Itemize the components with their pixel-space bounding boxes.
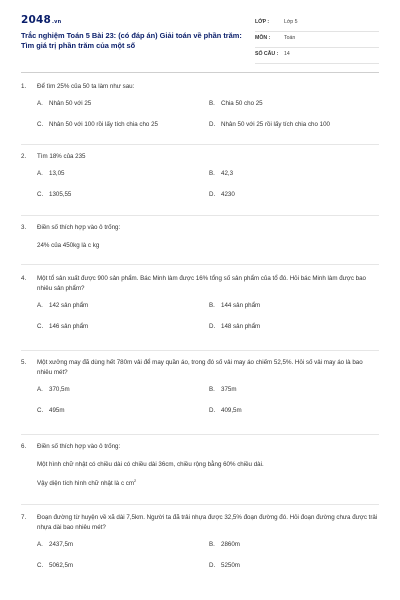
site-logo[interactable] [21, 14, 61, 26]
option-text: 142 sản phẩm [49, 302, 89, 309]
option-row [21, 170, 379, 182]
question-separator [21, 504, 379, 505]
option-d[interactable] [209, 191, 235, 198]
option-text: 148 sản phẩm [221, 323, 261, 330]
option-letter: C. [37, 191, 44, 198]
option-a[interactable] [37, 302, 88, 309]
meta-row-count [255, 48, 379, 64]
question-text: Điền số thích hợp vào ô trống: [37, 443, 121, 450]
option-text: Nhân 50 với 25 [49, 100, 92, 107]
meta-row-class [255, 16, 379, 32]
option-text: 146 sản phẩm [49, 323, 89, 330]
question-text: Một xưởng may đã dùng hết 780m vải để may quần áo, trong đó số vải may áo chiếm 52,5%. Hỏi số vải may áo là bao nhiêu mét? [37, 359, 363, 376]
option-letter: C. [37, 121, 44, 128]
unit-text: cm [125, 480, 135, 488]
option-row [21, 121, 379, 133]
fill-in-line[interactable]: 24% của 450kg là c kg [37, 242, 100, 249]
option-text: 495m [49, 407, 65, 414]
option-d[interactable] [209, 562, 240, 569]
option-letter: D. [209, 121, 216, 128]
question-number: 3. [21, 224, 27, 231]
option-letter: D. [209, 323, 216, 330]
fill-in-line[interactable] [37, 476, 379, 489]
option-text: 370,5m [49, 386, 70, 393]
option-b[interactable] [209, 541, 240, 548]
option-letter: B. [209, 100, 215, 107]
option-text: Nhân 50 với 100 rồi lấy tích chia cho 25 [49, 121, 158, 128]
question-heading [21, 442, 379, 452]
question-2 [21, 152, 379, 203]
worksheet-title: Trắc nghiệm Toán 5 Bài 23: (có đáp án) Giải toán về phần trăm: Tìm giá trị phần trăm của một số [21, 31, 242, 50]
fill-in-text: Vậy diện tích hình chữ nhật là c [37, 480, 125, 488]
question-heading [21, 274, 379, 294]
option-text: 13,05 [49, 170, 65, 177]
option-text: 42,3 [221, 170, 234, 177]
question-7 [21, 513, 379, 574]
question-5 [21, 358, 379, 419]
option-row [21, 386, 379, 398]
option-text: 409,5m [221, 407, 242, 414]
option-row [21, 541, 379, 553]
option-letter: A. [37, 170, 43, 177]
option-row [21, 302, 379, 314]
option-b[interactable] [209, 302, 260, 309]
question-4 [21, 274, 379, 335]
option-b[interactable] [209, 170, 233, 177]
option-a[interactable] [37, 386, 70, 393]
option-text: 144 sản phẩm [221, 302, 261, 309]
option-text: Nhân 50 với 25 rồi lấy tích chia cho 100 [221, 121, 330, 128]
question-text: Tìm 18% của 235 [37, 153, 86, 160]
meta-table [255, 16, 379, 64]
question-text: Đoạn đường từ huyện về xã dài 7,5km. Người ta đã trải nhựa được 32,5% đoạn đường đó. Hỏi đoạn đường chưa được trải nhựa dài bao nhiêu mét? [37, 514, 378, 531]
question-text: Để tìm 25% của 50 ta làm như sau: [37, 83, 135, 90]
question-separator [21, 434, 379, 435]
logo-suffix: .vn [52, 19, 62, 25]
logo-text: 2048 [21, 14, 52, 26]
option-letter: A. [37, 100, 43, 107]
question-number: 1. [21, 83, 27, 90]
question-number: 5. [21, 359, 27, 366]
question-separator [21, 264, 379, 265]
option-row [21, 323, 379, 335]
option-letter: A. [37, 302, 43, 309]
question-6 [21, 442, 379, 489]
option-c[interactable] [37, 562, 73, 569]
option-row [21, 407, 379, 419]
fill-unit [126, 480, 136, 487]
question-separator [21, 144, 379, 145]
option-a[interactable] [37, 170, 64, 177]
question-heading [21, 82, 379, 92]
option-text: 1305,55 [49, 191, 72, 198]
option-row [21, 100, 379, 112]
option-c[interactable] [37, 323, 88, 330]
option-d[interactable] [209, 121, 330, 128]
option-letter: A. [37, 386, 43, 393]
question-heading [21, 513, 379, 533]
option-letter: D. [209, 562, 216, 569]
option-d[interactable] [209, 407, 242, 414]
option-a[interactable] [37, 100, 91, 107]
meta-value: 14 [284, 51, 290, 57]
option-letter: B. [209, 170, 215, 177]
option-row [21, 562, 379, 574]
question-text: Điền số thích hợp vào ô trống: [37, 224, 121, 231]
option-text: Chia 50 cho 25 [221, 100, 263, 107]
meta-value: Lớp 5 [284, 19, 298, 25]
question-number: 2. [21, 153, 27, 160]
option-text: 375m [221, 386, 237, 393]
option-letter: D. [209, 407, 216, 414]
unit-exponent: 2 [134, 478, 137, 483]
option-row [21, 191, 379, 203]
option-letter: D. [209, 191, 216, 198]
option-text: 5062,5m [49, 562, 74, 569]
option-c[interactable] [37, 407, 64, 414]
option-text: 2860m [221, 541, 240, 548]
option-c[interactable] [37, 191, 71, 198]
meta-row-subject [255, 32, 379, 48]
option-c[interactable] [37, 121, 158, 128]
fill-in-line: Một hình chữ nhật có chiều dài có chiều dài 36cm, chiều rộng bằng 60% chiều dài. [37, 461, 264, 468]
option-b[interactable] [209, 100, 263, 107]
question-heading [21, 152, 379, 162]
option-letter: B. [209, 386, 215, 393]
option-letter: B. [209, 302, 215, 309]
question-number: 6. [21, 443, 27, 450]
option-letter: B. [209, 541, 215, 548]
meta-key: LỚP : [255, 19, 270, 25]
question-heading [21, 358, 379, 378]
option-letter: C. [37, 323, 44, 330]
option-text: 4230 [221, 191, 235, 198]
meta-key: MÔN : [255, 35, 271, 41]
option-a[interactable] [37, 541, 73, 548]
question-3 [21, 223, 379, 251]
meta-key: SỐ CÂU : [255, 51, 279, 57]
question-number: 7. [21, 514, 27, 521]
option-d[interactable] [209, 323, 260, 330]
header-divider [21, 72, 379, 73]
option-letter: C. [37, 562, 44, 569]
option-letter: C. [37, 407, 44, 414]
question-separator [21, 350, 379, 351]
option-letter: A. [37, 541, 43, 548]
worksheet-header [0, 0, 400, 62]
question-text: Một tổ sản xuất được 900 sản phẩm. Bác Minh làm được 16% tổng số sản phẩm của tổ đó. Hỏi bác Minh làm được bao nhiêu sản phẩm? [37, 275, 366, 292]
option-text: 2437,5m [49, 541, 74, 548]
question-heading [21, 223, 379, 233]
question-number: 4. [21, 275, 27, 282]
option-text: 5250m [221, 562, 240, 569]
question-separator [21, 215, 379, 216]
meta-value: Toán [284, 35, 296, 41]
question-1 [21, 82, 379, 133]
option-b[interactable] [209, 386, 236, 393]
